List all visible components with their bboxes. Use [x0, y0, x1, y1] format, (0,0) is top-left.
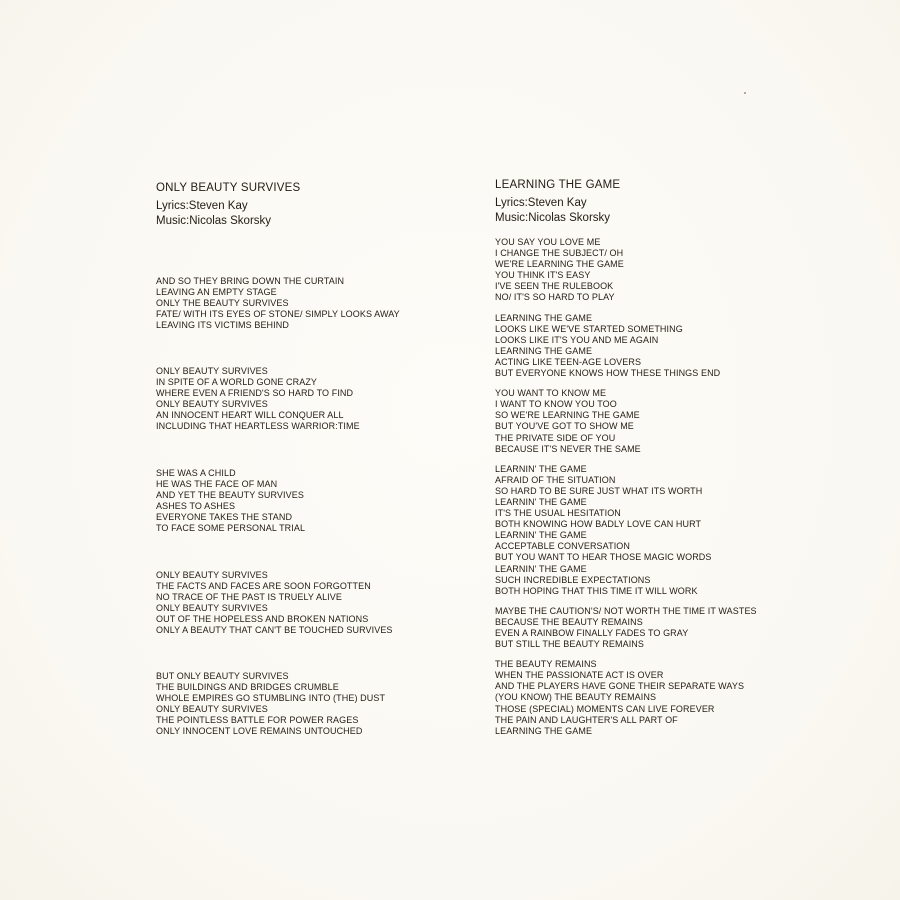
lyric-line: TO FACE SOME PERSONAL TRIAL: [156, 523, 306, 534]
lyric-line: LOOKS LIKE WE'VE STARTED SOMETHING: [495, 323, 683, 334]
lyric-line: YOU THINK IT'S EASY: [495, 270, 591, 281]
lyric-line: HE WAS THE FACE OF MAN: [156, 479, 278, 490]
lyric-line: AND YET THE BEAUTY SURVIVES: [156, 490, 304, 501]
lyric-line: YOU WANT TO KNOW ME: [495, 388, 607, 399]
lyric-line: LEARNING THE GAME: [495, 312, 593, 323]
verse: [156, 276, 400, 331]
lyric-line: NO TRACE OF THE PAST IS TRUELY ALIVE: [156, 592, 342, 603]
lyric-line: LEARNING THE GAME: [495, 725, 593, 736]
lyric-line: THE PAIN AND LAUGHTER'S ALL PART OF: [495, 714, 678, 725]
song-title: LEARNING THE GAME: [495, 179, 621, 191]
lyric-line: WHOLE EMPIRES GO STUMBLING INTO (THE) DUST: [156, 693, 386, 704]
verse: [495, 606, 825, 650]
lyric-line: LEARNIN' THE GAME: [495, 463, 587, 474]
lyric-line: LEARNIN' THE GAME: [495, 563, 587, 574]
lyric-line: ONLY BEAUTY SURVIVES: [156, 570, 268, 580]
verse: [156, 468, 305, 535]
verse: [156, 570, 393, 637]
lyric-line: BECAUSE THE BEAUTY REMAINS: [495, 616, 643, 627]
music-credit: Music:Nicolas Skorsky: [495, 212, 611, 224]
lyric-line: AFRAID OF THE SITUATION: [495, 474, 616, 485]
lyric-line: AND THE PLAYERS HAVE GONE THEIR SEPARATE WAYS: [495, 681, 745, 692]
lyric-line: ACCEPTABLE CONVERSATION: [495, 541, 630, 552]
lyric-line: FATE/ WITH ITS EYES OF STONE/ SIMPLY LOOKS AWAY: [156, 309, 400, 320]
lyric-line: LOOKS LIKE IT'S YOU AND ME AGAIN: [495, 334, 659, 345]
lyric-line: ACTING LIKE TEEN-AGE LOVERS: [495, 356, 642, 367]
lyric-line: ONLY BEAUTY SURVIVES: [156, 603, 268, 614]
song-credits: [495, 196, 825, 226]
lyric-line: WE'RE LEARNING THE GAME: [495, 259, 624, 270]
lyric-line: SHE WAS A CHILD: [156, 468, 236, 478]
lyric-line: (YOU KNOW) THE BEAUTY REMAINS: [495, 692, 657, 703]
lyric-line: BUT YOU WANT TO HEAR THOSE MAGIC WORDS: [495, 552, 712, 563]
lyric-line: MAYBE THE CAUTION'S/ NOT WORTH THE TIME IT WASTES: [495, 605, 757, 616]
lyric-line: AND SO THEY BRING DOWN THE CURTAIN: [156, 276, 345, 286]
lyric-line: INCLUDING THAT HEARTLESS WARRIOR:TIME: [156, 421, 360, 432]
lyric-line: LEARNIN' THE GAME: [495, 530, 587, 541]
song-credits: [156, 199, 300, 229]
lyric-line: THE POINTLESS BATTLE FOR POWER RAGES: [156, 715, 359, 726]
lyric-line: WHERE EVEN A FRIEND'S SO HARD TO FIND: [156, 388, 354, 399]
verse: [495, 313, 825, 380]
verse: [495, 388, 825, 455]
lyric-line: OUT OF THE HOPELESS AND BROKEN NATIONS: [156, 614, 369, 625]
lyric-line: BECAUSE IT'S NEVER THE SAME: [495, 443, 641, 454]
lyric-line: YOU SAY YOU LOVE ME: [495, 237, 601, 247]
lyric-line: EVERYONE TAKES THE STAND: [156, 512, 293, 523]
verse: [495, 237, 825, 304]
verse: [156, 366, 360, 433]
lyric-line: THE FACTS AND FACES ARE SOON FORGOTTEN: [156, 581, 371, 592]
lyric-line: I CHANGE THE SUBJECT/ OH: [495, 248, 624, 259]
lyric-line: BOTH KNOWING HOW BADLY LOVE CAN HURT: [495, 519, 702, 530]
verses: [495, 237, 825, 737]
music-credit: Music:Nicolas Skorsky: [156, 215, 272, 227]
lyric-line: SUCH INCREDIBLE EXPECTATIONS: [495, 574, 651, 585]
lyric-line: I WANT TO KNOW YOU TOO: [495, 399, 617, 410]
song-header: [495, 178, 825, 226]
lyric-line: ONLY BEAUTY SURVIVES: [156, 366, 268, 376]
song-header: [156, 181, 300, 229]
lyric-line: IT'S THE USUAL HESITATION: [495, 508, 621, 519]
song-learning-the-game: [495, 178, 825, 746]
lyrics-credit: Lyrics:Steven Kay: [495, 197, 587, 209]
lyric-line: NO/ IT'S SO HARD TO PLAY: [495, 292, 615, 303]
lyric-line: THE PRIVATE SIDE OF YOU: [495, 432, 616, 443]
lyrics-credit: Lyrics:Steven Kay: [156, 200, 248, 212]
lyric-line: BUT STILL THE BEAUTY REMAINS: [495, 639, 645, 650]
lyric-line: ONLY INNOCENT LOVE REMAINS UNTOUCHED: [156, 726, 363, 737]
lyric-line: I'VE SEEN THE RULEBOOK: [495, 281, 614, 292]
verse: [156, 671, 385, 738]
lyric-line: SO HARD TO BE SURE JUST WHAT ITS WORTH: [495, 485, 703, 496]
lyric-line: ONLY A BEAUTY THAT CAN'T BE TOUCHED SURVIVES: [156, 625, 393, 636]
lyric-line: LEARNIN' THE GAME: [495, 496, 587, 507]
lyric-line: LEAVING AN EMPTY STAGE: [156, 287, 277, 298]
lyric-line: BUT ONLY BEAUTY SURVIVES: [156, 671, 289, 681]
lyric-line: ONLY THE BEAUTY SURVIVES: [156, 298, 289, 309]
lyric-line: LEAVING ITS VICTIMS BEHIND: [156, 320, 289, 331]
lyric-line: THOSE (SPECIAL) MOMENTS CAN LIVE FOREVER: [495, 703, 715, 714]
lyric-line: BUT EVERYONE KNOWS HOW THESE THINGS END: [495, 368, 721, 379]
lyric-line: IN SPITE OF A WORLD GONE CRAZY: [156, 377, 318, 388]
lyric-line: SO WE'RE LEARNING THE GAME: [495, 410, 640, 421]
lyric-line: WHEN THE PASSIONATE ACT IS OVER: [495, 670, 664, 681]
lyric-line: EVEN A RAINBOW FINALLY FADES TO GRAY: [495, 628, 689, 638]
lyric-line: ONLY BEAUTY SURVIVES: [156, 704, 268, 715]
lyric-line: ONLY BEAUTY SURVIVES: [156, 399, 268, 410]
lyric-line: THE BEAUTY REMAINS: [495, 659, 597, 670]
verse: [495, 659, 825, 737]
lyric-line: THE BUILDINGS AND BRIDGES CRUMBLE: [156, 682, 339, 693]
lyric-line: BUT YOU'VE GOT TO SHOW ME: [495, 421, 634, 432]
lyric-line: BOTH HOPING THAT THIS TIME IT WILL WORK: [495, 585, 698, 596]
paper-speck: [744, 92, 746, 94]
song-title: ONLY BEAUTY SURVIVES: [156, 182, 301, 194]
lyric-line: LEARNING THE GAME: [495, 345, 593, 356]
lyric-line: ASHES TO ASHES: [156, 501, 236, 512]
verse: [495, 464, 825, 597]
lyric-line: AN INNOCENT HEART WILL CONQUER ALL: [156, 410, 344, 421]
